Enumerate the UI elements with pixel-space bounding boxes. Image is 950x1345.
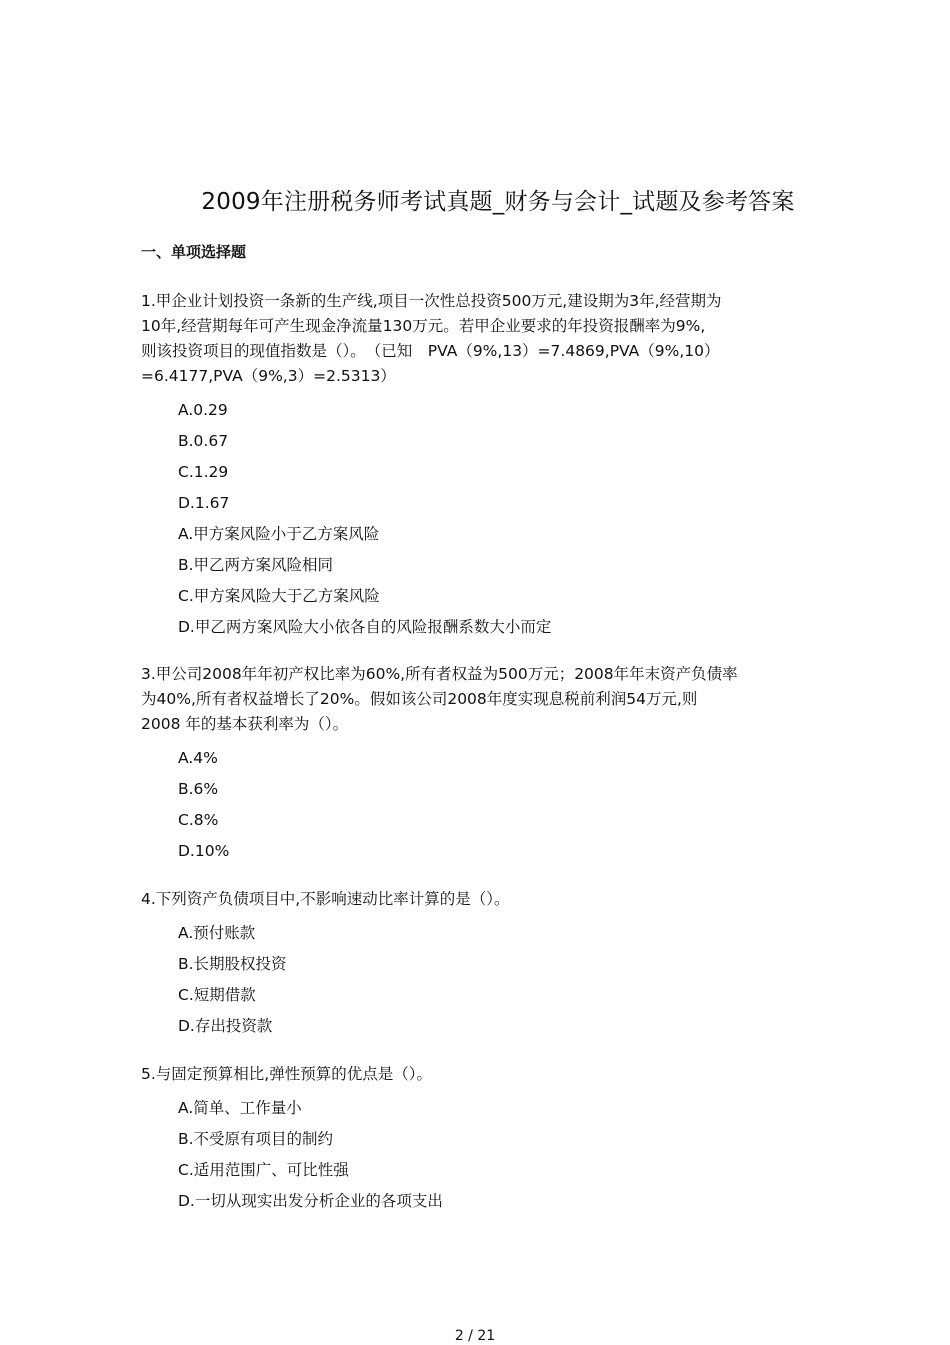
stem-line: 1.甲企业计划投资一条新的生产线,项目一次性总投资500万元,建设期为3年,经营期为 — [141, 292, 722, 310]
option-item: A.甲方案风险小于乙方案风险 — [178, 525, 380, 543]
option-list — [141, 743, 791, 867]
section-title: 一、单项选择题 — [141, 243, 247, 261]
stem-line: =6.4177,PVA（9%,3）=2.5313） — [141, 367, 396, 385]
option-list — [141, 918, 791, 1042]
question-stem — [141, 662, 791, 737]
stem-line: 则该投资项目的现值指数是（）。 （已知 PVA（9%,13）=7.4869,PVA（9%,10） — [141, 342, 720, 360]
stem-line: 3.甲公司2008年年初产权比率为60%,所有者权益为500万元；2008年年末资产负债率 — [141, 665, 738, 683]
option-item: B.甲乙两方案风险相同 — [178, 556, 334, 574]
stem-line: 5.与固定预算相比,弹性预算的优点是（）。 — [141, 1065, 432, 1083]
option-item: D.一切从现实出发分析企业的各项支出 — [178, 1192, 443, 1210]
question-stem — [141, 289, 791, 389]
stem-line: 4.下列资产负债项目中,不影响速动比率计算的是（）。 — [141, 890, 510, 908]
question-1 — [141, 289, 791, 643]
question-4 — [141, 887, 791, 1042]
option-item: A.简单、工作量小 — [178, 1099, 302, 1117]
stem-line: 为40%,所有者权益增长了20%。假如该公司2008年度实现息税前利润54万元,则 — [141, 690, 698, 708]
question-stem — [141, 1062, 791, 1087]
option-item: A.0.29 — [178, 401, 228, 419]
option-item: B.不受原有项目的制约 — [178, 1130, 334, 1148]
option-item: C.8% — [178, 811, 219, 829]
option-item: C.短期借款 — [178, 986, 256, 1004]
option-item: D.10% — [178, 842, 230, 860]
option-item: D.甲乙两方案风险大小依各自的风险报酬系数大小而定 — [178, 618, 552, 636]
option-item: A.预付账款 — [178, 924, 256, 942]
option-item: A.4% — [178, 749, 218, 767]
option-item: B.0.67 — [178, 432, 229, 450]
document-title: 2009年注册税务师考试真题_财务与会计_试题及参考答案 — [201, 189, 795, 215]
option-item: C.甲方案风险大于乙方案风险 — [178, 587, 380, 605]
stem-line: 10年,经营期每年可产生现金净流量130万元。若甲企业要求的年投资报酬率为9%, — [141, 317, 706, 335]
option-item: B.长期股权投资 — [178, 955, 287, 973]
option-item: C.适用范围广、可比性强 — [178, 1161, 349, 1179]
option-item: D.1.67 — [178, 494, 230, 512]
option-list — [141, 395, 791, 643]
page-number: 2 / 21 — [454, 1328, 496, 1344]
question-3 — [141, 662, 791, 867]
option-item: D.存出投资款 — [178, 1017, 273, 1035]
question-stem — [141, 887, 791, 912]
option-item: B.6% — [178, 780, 219, 798]
question-5 — [141, 1062, 791, 1217]
option-list — [141, 1093, 791, 1217]
stem-line: 2008 年的基本获利率为（）。 — [141, 715, 349, 733]
option-item: C.1.29 — [178, 463, 229, 481]
